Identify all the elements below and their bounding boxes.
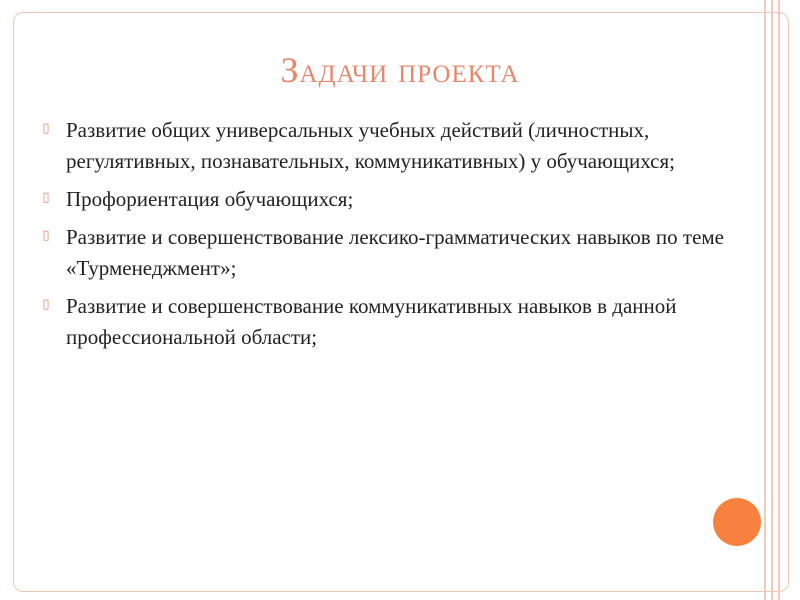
bullet-icon: ▯ xyxy=(42,227,50,242)
decorative-circle xyxy=(713,498,761,546)
bullet-text: Развитие и совершенствование коммуникативных навыков в данной профессиональной области; xyxy=(66,294,677,349)
bullet-icon: ▯ xyxy=(42,120,50,135)
bullet-item xyxy=(40,291,755,353)
bullet-text: Профориентация обучающихся; xyxy=(66,187,354,211)
bullet-icon: ▯ xyxy=(42,296,50,311)
bullet-list xyxy=(40,115,755,360)
bullet-text: Развитие общих универсальных учебных действий (личностных, регулятивных, познавательных, коммуникативных) у обучающихся; xyxy=(66,118,675,173)
bullet-item xyxy=(40,115,755,177)
bullet-icon: ▯ xyxy=(42,189,50,204)
bullet-item xyxy=(40,222,755,284)
bullet-text: Развитие и совершенствование лексико-грамматических навыков по теме «Турменеджмент»; xyxy=(66,225,724,280)
bullet-item xyxy=(40,184,755,215)
slide-title: Задачи проекта xyxy=(280,50,520,90)
